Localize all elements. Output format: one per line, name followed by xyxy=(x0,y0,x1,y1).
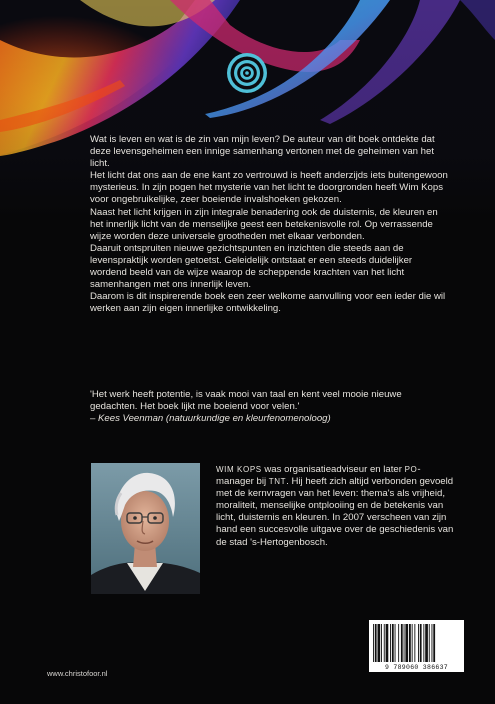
barcode-bar xyxy=(395,624,396,662)
author-bio-text: . Hij heeft zich altijd verbonden gevoeld met de kernvragen van het leven: thema's als vrijheid, moraliteit, menselijke ontplooiing en de betekenis van licht, duisternis en kleuren. In 2007 verscheen van zijn hand een succesvolle uitgave over de geschiedenis van de stad 's-Hertogenbosch. xyxy=(216,476,454,548)
author-name: WIM KOPS xyxy=(216,465,262,474)
company-name: TNT xyxy=(268,477,287,487)
author-photo xyxy=(91,463,200,594)
author-bio-text: was organisatieadviseur en later xyxy=(261,464,405,475)
barcode-bar xyxy=(420,624,422,662)
barcode-bar xyxy=(414,624,415,662)
barcode-bar xyxy=(381,624,382,662)
blurb-paragraph: Wat is leven en wat is de zin van mijn leven? De auteur van dit boek ontdekte dat deze levensgeheimen een innige samenhang vertonen met de geheimen van het licht. xyxy=(90,134,435,170)
barcode-bar xyxy=(405,624,408,662)
author-bio xyxy=(216,464,456,549)
barcode-bar xyxy=(429,624,430,662)
barcode-bar xyxy=(409,624,411,662)
blurb-text xyxy=(90,134,450,315)
barcode-bar xyxy=(401,624,403,662)
concentric-circle-logo-icon xyxy=(226,52,268,94)
isbn-barcode xyxy=(369,620,464,672)
blurb-paragraph: Daaruit ontspruiten nieuwe gezichtspunten en inzichten die steeds aan de levenspraktijk worden getoetst. Geleidelijk ontstaat er een steeds duidelijker wordend beeld van de wijze waarop de scheppende krachten van het licht samenhangen met ons innerlijk leven. xyxy=(90,242,413,291)
barcode-bar xyxy=(378,624,381,662)
barcode-bar xyxy=(390,624,391,662)
barcode-bar xyxy=(404,624,405,662)
blurb-paragraph: Daarom is dit inspirerende boek een zeer welkome aanvulling voor een ieder die wil werken aan zijn eigen innerlijke ontwikkeling. xyxy=(90,291,446,315)
barcode-bar xyxy=(398,624,399,662)
barcode-bar xyxy=(432,624,433,662)
review-quote xyxy=(90,389,450,425)
blurb-paragraph: Naast het licht krijgen in zijn integrale benadering ook de duisternis, de kleuren en het innerlijk licht van de menselijke geest een betekenisvolle rol. Op verrassende wijze worden deze universele grootheden met elkaar verbonden. xyxy=(90,206,438,242)
quote-attribution: – Kees Veenman (natuurkundige en kleurfenomenoloog) xyxy=(90,413,331,425)
barcode-digits: 9 789060 386637 xyxy=(384,664,448,671)
barcode-bar xyxy=(433,624,435,662)
quote-text: 'Het werk heeft potentie, is vaak mooi van taal en kent veel mooie nieuwe gedachten. Het boek lijkt me boeiend voor velen.' xyxy=(90,389,402,413)
barcode-bar xyxy=(373,624,374,662)
barcode-bar xyxy=(425,624,428,662)
barcode-bar xyxy=(418,624,419,662)
barcode-bar xyxy=(412,624,413,662)
barcode-bar xyxy=(375,624,377,662)
barcode-bars xyxy=(369,620,464,664)
barcode-bar xyxy=(384,624,385,662)
barcode-bar xyxy=(392,624,394,662)
blurb-paragraph: Het licht dat ons aan de ene kant zo vertrouwd is heeft anderzijds iets buitengewoon mysterieus. In zijn pogen het mysterie van het licht te doorgronden heeft Wim Kops voor ongebruikelijke, zeer boeiende invalshoeken gekozen. xyxy=(90,170,448,206)
publisher-website: www.christofoor.nl xyxy=(47,669,108,678)
author-bio-text: -manager bij xyxy=(216,464,421,488)
po-abbrev: PO xyxy=(404,465,418,474)
barcode-bar xyxy=(423,624,424,662)
barcode-bar xyxy=(386,624,389,662)
